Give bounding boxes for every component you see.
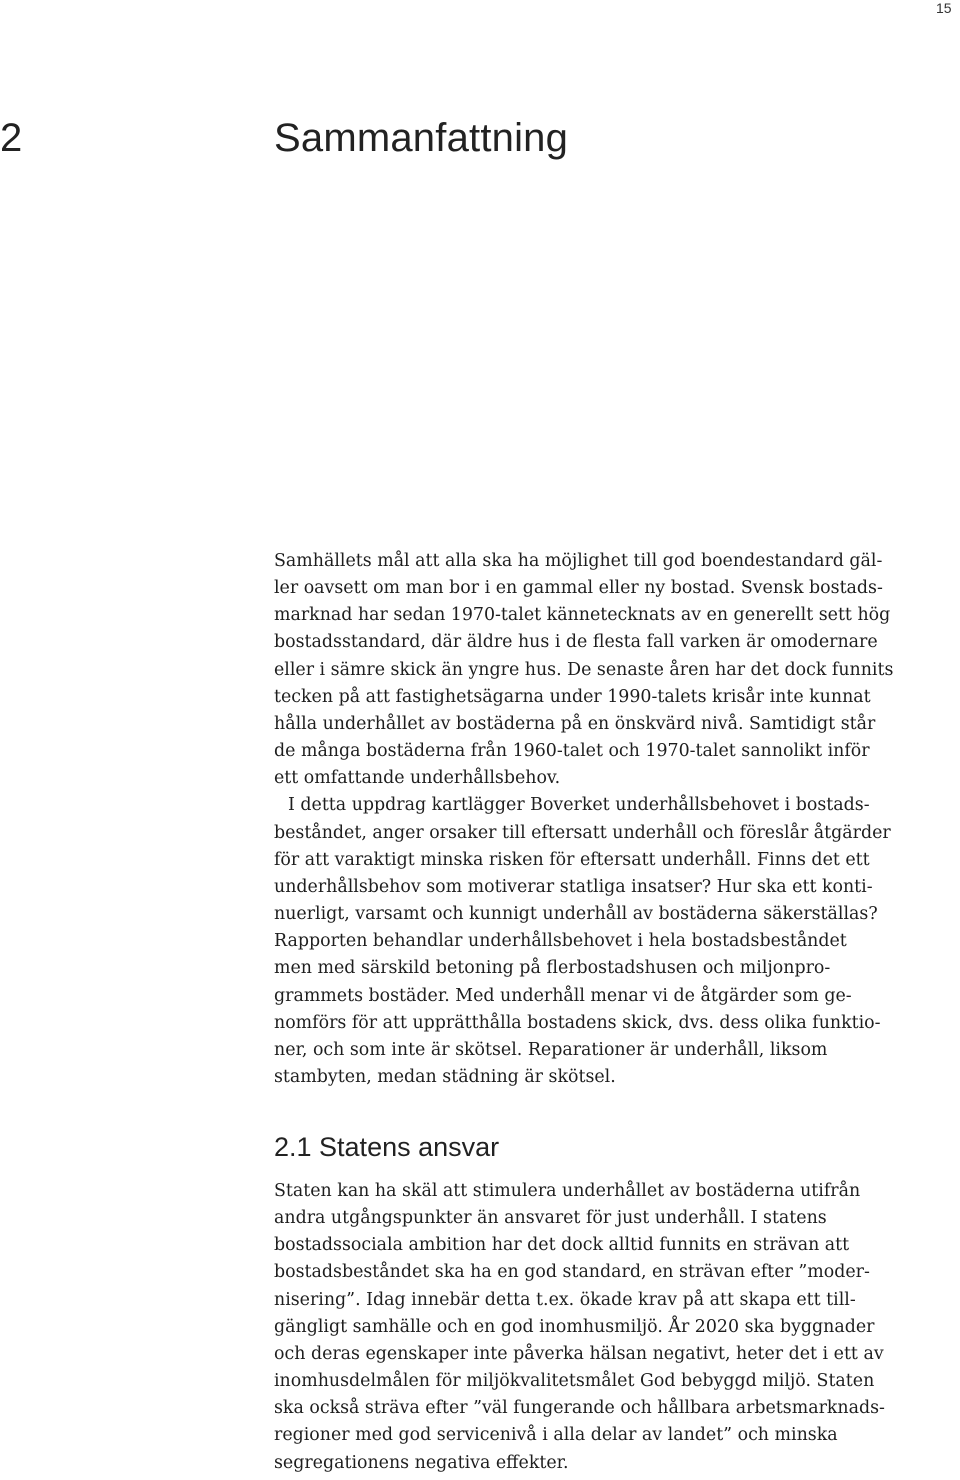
- text-line: beståndet, anger orsaker till eftersatt underhåll och föreslår åtgärder: [274, 822, 891, 843]
- section-text: [274, 1178, 954, 1477]
- intro-text: [274, 548, 954, 1091]
- intro-paragraph-2: [274, 792, 954, 1091]
- text-line: segregationens negativa effekter.: [274, 1452, 569, 1473]
- text-line: grammets bostäder. Med underhåll menar vi de åtgärder som ge-: [274, 985, 852, 1006]
- text-line: ler oavsett om man bor i en gammal eller ny bostad. Svensk bostads-: [274, 578, 883, 599]
- text-line: nomförs för att upprätthålla bostadens skick, dvs. dess olika funktio-: [274, 1012, 881, 1033]
- text-line: bostadsbeståndet ska ha en god standard, en strävan efter ”moder-: [274, 1262, 870, 1283]
- text-line: ner, och som inte är skötsel. Reparationer är underhåll, liksom: [274, 1039, 828, 1060]
- text-line: tecken på att fastighetsägarna under 1990-talets krisår inte kunnat: [274, 686, 871, 707]
- section-heading: 2.1 Statens ansvar: [274, 1132, 500, 1162]
- text-line: I detta uppdrag kartlägger Boverket underhållsbehovet i bostads-: [288, 795, 870, 816]
- text-line: bostadsstandard, där äldre hus i de flesta fall varken är omodernare: [274, 632, 878, 653]
- text-line: ska också sträva efter ”väl fungerande och hållbara arbetsmarknads-: [274, 1398, 885, 1419]
- text-line: bostadssociala ambition har det dock alltid funnits en strävan att: [274, 1235, 850, 1256]
- text-line: nisering”. Idag innebär detta t.ex. ökade krav på att skapa ett till-: [274, 1289, 856, 1310]
- text-line: eller i sämre skick än yngre hus. De senaste åren har det dock funnits: [274, 659, 894, 680]
- text-line: andra utgångspunkter än ansvaret för just underhåll. I statens: [274, 1208, 827, 1229]
- intro-paragraph-1: [274, 548, 954, 792]
- text-line: gängligt samhälle och en god inomhusmiljö. År 2020 ska byggnader: [274, 1316, 875, 1337]
- text-line: hålla underhållet av bostäderna på en önskvärd nivå. Samtidigt står: [274, 713, 876, 734]
- text-line: stambyten, medan städning är skötsel.: [274, 1066, 616, 1087]
- text-line: ett omfattande underhållsbehov.: [274, 768, 561, 789]
- chapter-title: Sammanfattning: [274, 116, 569, 160]
- text-line: Samhällets mål att alla ska ha möjlighet till god boendestandard gäl-: [274, 551, 883, 571]
- section-paragraph: [274, 1178, 954, 1477]
- text-line: men med särskild betoning på flerbostadshusen och miljonpro-: [274, 958, 831, 979]
- chapter-number: 2: [0, 116, 23, 160]
- text-line: inomhusdelmålen för miljökvalitetsmålet God bebyggd miljö. Staten: [274, 1371, 875, 1392]
- text-line: de många bostäderna från 1960-talet och 1970-talet sannolikt inför: [274, 741, 870, 762]
- text-line: Rapporten behandlar underhållsbehovet i hela bostadsbeståndet: [274, 931, 847, 952]
- text-line: och deras egenskaper inte påverka hälsan negativt, heter det i ett av: [274, 1343, 884, 1364]
- text-line: Staten kan ha skäl att stimulera underhållet av bostäderna utifrån: [274, 1181, 861, 1201]
- text-line: för att varaktigt minska risken för eftersatt underhåll. Finns det ett: [274, 849, 870, 870]
- text-line: nuerligt, varsamt och kunnigt underhåll av bostäderna säkerställas?: [274, 904, 878, 925]
- page-number: 15: [936, 0, 952, 16]
- text-line: regioner med god servicenivå i alla delar av landet” och minska: [274, 1425, 838, 1446]
- text-line: marknad har sedan 1970-talet kännetecknats av en generellt sett hög: [274, 605, 891, 626]
- text-line: underhållsbehov som motiverar statliga insatser? Hur ska ett konti-: [274, 876, 873, 897]
